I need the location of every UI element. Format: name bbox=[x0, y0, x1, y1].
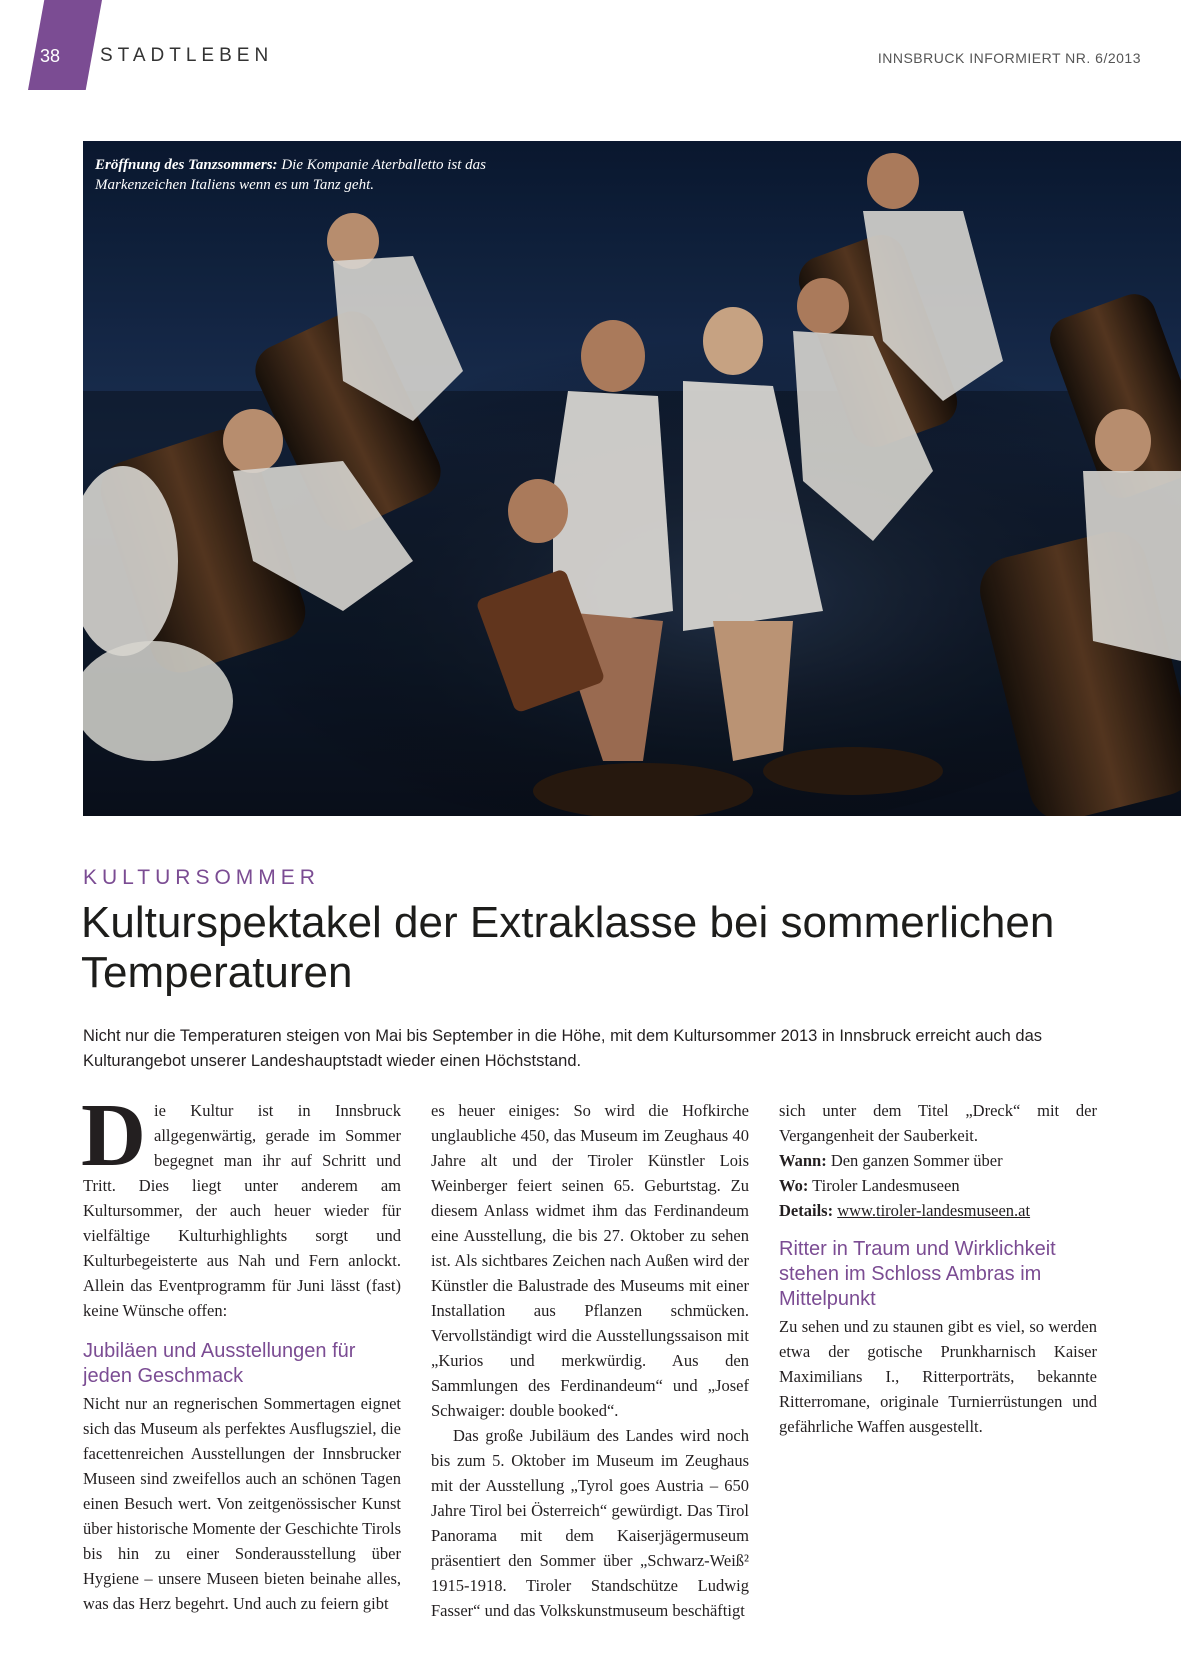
details-link[interactable]: www.tiroler-landesmuseen.at bbox=[837, 1201, 1031, 1220]
dance-photo-illustration bbox=[83, 141, 1181, 816]
caption-text: Die Kompanie Aterballetto ist das Markenzeichen Italiens wenn es um Tanz geht. bbox=[95, 157, 487, 193]
info-when-value: Den ganzen Sommer über bbox=[826, 1151, 1003, 1170]
subhead-exhibitions: Jubiläen und Ausstellungen für jeden Geschmack bbox=[83, 1340, 356, 1387]
info-details-label: Details: bbox=[779, 1201, 834, 1220]
photo-caption bbox=[95, 155, 565, 195]
intro-text: ie Kultur ist in Innsbruck allgegenwärtig, gerade im Sommer begegnet man ihr auf Schritt und Tritt. Dies liegt unter anderem am Kultursommer, der auch heuer wieder für vielfältige Kulturhighlights sorgt und Kulturbegeisterte aus Nah und Fern anlockt. Allein das Eventprogramm für Juni lässt (fast) keine Wünsche offen: bbox=[83, 1101, 401, 1320]
article-column-3 bbox=[779, 1098, 1097, 1439]
article-column-1 bbox=[81, 1086, 401, 1616]
section-label: STADTLEBEN bbox=[100, 45, 274, 66]
paragraph-jubilee bbox=[431, 1423, 749, 1623]
paragraph-ambras-text: Zu sehen und zu staunen gibt es viel, so werden etwa der gotische Prunkharnisch Kaiser Maximilians I., Ritterporträts, bekannte Ritterromane, originale Turnierrüstungen und gefährliche Waffen ausgestellt. bbox=[779, 1317, 1097, 1436]
article-kicker: KULTURSOMMER bbox=[83, 866, 320, 889]
info-when bbox=[779, 1148, 1097, 1173]
article-column-2 bbox=[431, 1098, 749, 1623]
info-where bbox=[779, 1173, 1097, 1198]
paragraph-museums-cont: es heuer einiges: So wird die Hofkirche unglaubliche 450, das Museum im Zeughaus 40 Jahre alt und der Tiroler Künstler Lois Weinberger feiert seinen 65. Geburtstag. Zu diesem Anlass widmet ihm das Ferdinandeum eine Ausstellung, die bis 27. Oktober zu sehen ist. Als sichtbares Zeichen nach Außen wird der Künstler die Balustrade des Museums mit einer Installation aus Pflanzen schmücken. Vervollständigt wird die Ausstellungssaison mit „Kurios und merkwürdig. Aus den Sammlungen des Ferdinandeum“ und „Josef Schwaiger: double booked“. bbox=[431, 1101, 749, 1420]
caption-lead: Eröffnung des Tanzsommers: bbox=[95, 157, 278, 173]
issue-label: INNSBRUCK INFORMIERT NR. 6/2013 bbox=[877, 50, 1141, 66]
article-headline: Kulturspektakel der Extraklasse bei sommerlichen Temperaturen bbox=[81, 898, 1055, 997]
info-where-value: Tiroler Landesmuseen bbox=[808, 1176, 960, 1195]
page-number-tab bbox=[28, 0, 102, 90]
info-where-label: Wo: bbox=[779, 1176, 809, 1195]
dropcap: D bbox=[81, 1086, 146, 1185]
paragraph-jubilee-cont: sich unter dem Titel „Dreck“ mit der Vergangenheit der Sauberkeit. bbox=[779, 1101, 1097, 1145]
page-number: 38 bbox=[40, 46, 61, 66]
paragraph-museums bbox=[83, 1391, 401, 1616]
paragraph-museums-text: Nicht nur an regnerischen Sommertagen eignet sich das Museum als perfektes Ausflugsziel, die facettenreichen Ausstellungen der Innsbrucker Museen sind zweifellos auch an schönen Tagen einen Besuch wert. Von zeitgenössischer Kunst über historische Momente der Geschichte Tirols bis hin zu einer Sonderausstellung über Hygiene – unsere Museen bieten beinahe alles, was das Herz begehrt. Und auch zu feiern gibt bbox=[83, 1394, 401, 1613]
subhead-ambras: Ritter in Traum und Wirklichkeit stehen im Schloss Ambras im Mittelpunkt bbox=[779, 1238, 1056, 1310]
paragraph-jubilee-text: Das große Jubiläum des Landes wird noch bis zum 5. Oktober im Museum im Zeughaus mit der Ausstellung „Tyrol goes Austria – 650 Jahre Tirol bei Österreich“ gewürdigt. Das Tirol Panorama mit dem Kaiserjägermuseum präsentiert den Sommer über „Schwarz-Weiß² 1915-1918. Tiroler Standschütze Ludwig Fasser“ und das Volkskunstmuseum beschäftigt bbox=[431, 1426, 749, 1620]
article-lead: Nicht nur die Temperaturen steigen von Mai bis September in die Höhe, mit dem Kultursommer 2013 in Innsbruck erreicht auch das Kulturangebot unserer Landeshauptstadt wieder einen Höchststand. bbox=[83, 1027, 1043, 1070]
info-details bbox=[779, 1198, 1097, 1223]
info-when-label: Wann: bbox=[779, 1151, 827, 1170]
hero-photo bbox=[83, 141, 1181, 816]
paragraph-ambras bbox=[779, 1314, 1097, 1439]
intro-paragraph bbox=[81, 1086, 401, 1323]
